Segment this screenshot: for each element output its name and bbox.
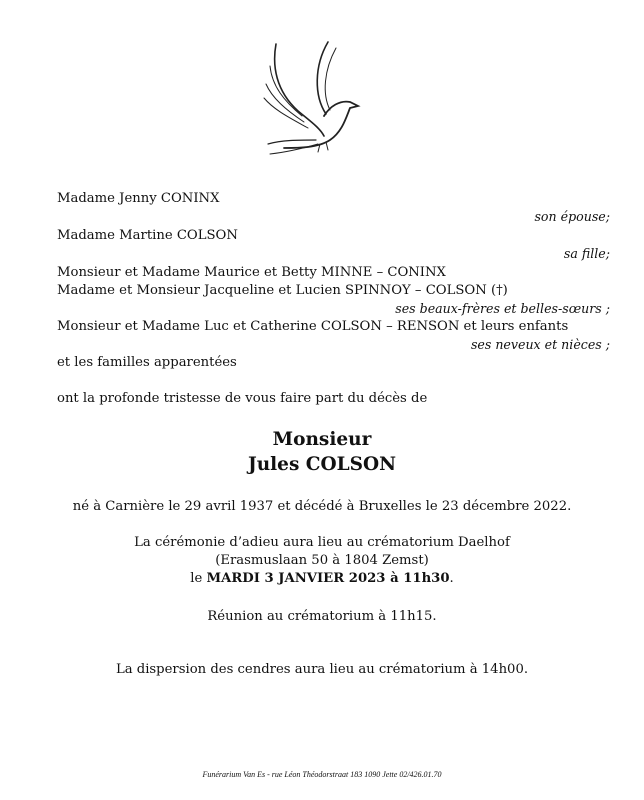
family-member-relation: son épouse; xyxy=(534,209,610,224)
family-member-relation: ses beaux-frères et belles-sœurs ; xyxy=(395,301,610,316)
dove-icon xyxy=(258,36,368,161)
family-member-name: Madame Martine COLSON xyxy=(57,228,238,243)
ceremony-date-suffix: . xyxy=(449,571,454,586)
ceremony-line-1: La cérémonie d’adieu aura lieu au crématorium Daelhof xyxy=(134,535,510,550)
ceremony-date-prefix: le xyxy=(190,571,207,586)
family-member-relation: ses neveux et nièces ; xyxy=(470,337,610,352)
deceased-name: Jules COLSON xyxy=(247,454,397,475)
family-member-name: Monsieur et Madame Maurice et Betty MINNE – CONINX xyxy=(57,265,446,280)
ceremony-date-line xyxy=(0,571,644,587)
dispersion-line: La dispersion des cendres aura lieu au crématorium à 14h00. xyxy=(115,662,529,677)
relatives-line: et les familles apparentées xyxy=(57,355,237,370)
footer-funeral-home: Funérarium Van Es - rue Léon Théodorstraat 183 1090 Jette 02/426.01.70 xyxy=(202,770,442,779)
deceased-title: Monsieur xyxy=(272,429,372,450)
reunion-line: Réunion au crématorium à 11h15. xyxy=(207,609,437,624)
birth-death-dates: né à Carnière le 29 avril 1937 et décédé à Bruxelles le 23 décembre 2022. xyxy=(72,499,572,514)
announcement-line: ont la profonde tristesse de vous faire part du décès de xyxy=(57,391,428,406)
family-member-name: Madame et Monsieur Jacqueline et Lucien SPINNOY – COLSON (†) xyxy=(57,283,508,298)
ceremony-date: MARDI 3 JANVIER 2023 à 11h30 xyxy=(206,571,450,586)
family-member-relation: sa fille; xyxy=(563,246,610,261)
ceremony-address: (Erasmuslaan 50 à 1804 Zemst) xyxy=(215,553,429,568)
family-member-name: Madame Jenny CONINX xyxy=(57,191,220,206)
family-member-name: Monsieur et Madame Luc et Catherine COLSON – RENSON et leurs enfants xyxy=(57,319,569,334)
